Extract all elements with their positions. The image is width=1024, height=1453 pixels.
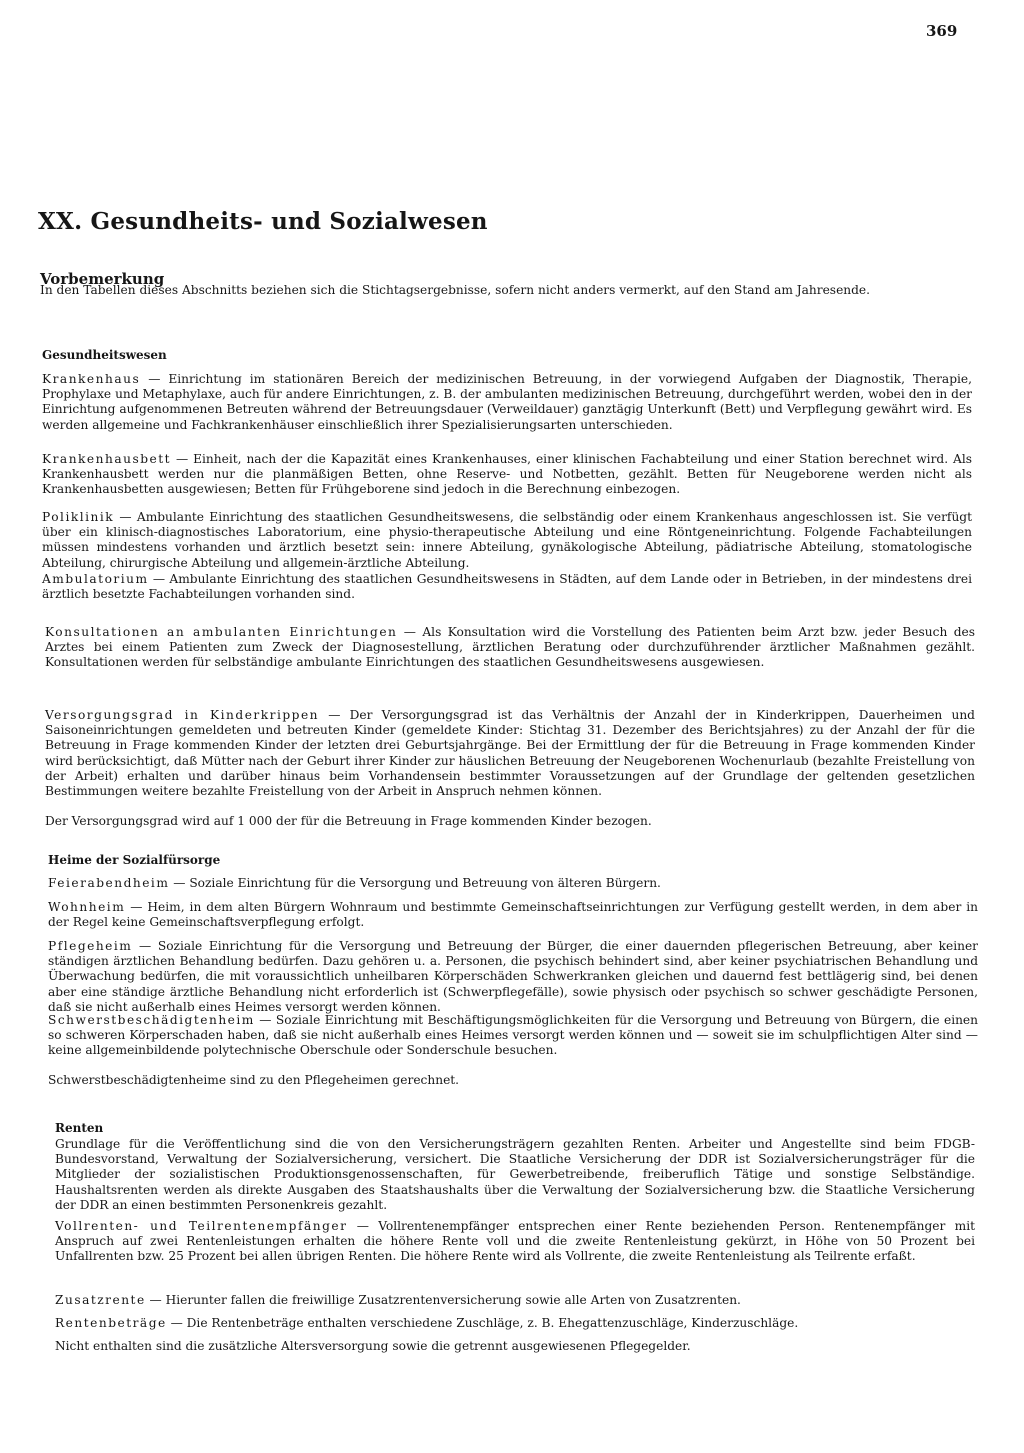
pensions-heading: Renten bbox=[55, 1121, 104, 1135]
pensions-intro: Grundlage für die Veröffentlichung sind die von den Versicherungsträgern gezahlten Renten. Arbeiter und Angestellte sind beim FDGB-Bundesvorstand, Verwaltung der Sozialversicherung, versichert. Die Staatliche Versicherung der DDR ist Sozialversicherungsträger für die Mitglieder der sozialistischen Produktionsgenossenschaften, für Gewerbetreibende, freiberuflich Tätige und sonstige Selbständige. Haushaltsrenten werden als direkte Ausgaben des Staatshaushalts über die Verwaltung der Sozialversicherung bzw. die Staatliche Versicherung der DDR an einen bestimmten Personenkreis gezahlt. bbox=[55, 1137, 975, 1212]
term-poliklinik: Poliklinik bbox=[42, 510, 115, 524]
definition-text: — Die Rentenbeträge enthalten verschiedene Zuschläge, z. B. Ehegattenzuschläge, Kinderzuschläge. bbox=[166, 1316, 799, 1330]
definition-text: — Ambulante Einrichtung des staatlichen Gesundheitswesens in Städten, auf dem Lande oder in Betrieben, in der mindestens drei ärztlich besetzte Fachabteilungen vorhanden sind. bbox=[42, 572, 972, 602]
preface-heading: Vorbemerkung bbox=[40, 270, 165, 288]
definition-feierabendheim bbox=[48, 876, 978, 891]
term-rentenbetraege: Rentenbeträge bbox=[55, 1316, 167, 1330]
definition-text: — Einrichtung im stationären Bereich der medizinischen Betreuung, in der vorwiegend Aufgaben der Diagnostik, Therapie, Prophylaxe und Metaphylaxe, auch für andere Einrichtungen, z. B. der ambulanten medizinischen Betreuung, durchgeführt werden, wobei den in der Einrichtung aufgenommenen Betreuten während der Betreuungsdauer (Verweildauer) ganztägig Unterkunft (Bett) und Verpflegung gewährt wird. Es werden allgemeine und Fachkrankenhäuser einschließlich ihrer Spezialisierungsarten unterschieden. bbox=[42, 372, 972, 432]
term-konsultationen: Konsultationen an ambulanten Einrichtungen bbox=[45, 625, 398, 639]
page-number: 369 bbox=[926, 22, 958, 40]
definition-pflegeheim bbox=[48, 939, 978, 1015]
term-vollrenten: Vollrenten- und Teilrentenempfänger bbox=[55, 1219, 348, 1233]
definition-vollrenten bbox=[55, 1219, 975, 1265]
versorgungsgrad-note: Der Versorgungsgrad wird auf 1 000 der für die Betreuung in Frage kommenden Kinder bezogen. bbox=[45, 814, 652, 828]
term-schwerstbeschaedigtenheim: Schwerstbeschädigtenheim bbox=[48, 1013, 255, 1027]
definition-text: — Soziale Einrichtung mit Beschäftigungsmöglichkeiten für die Versorgung und Betreuung von Bürgern, die einen so schweren Körperschaden haben, daß sie nicht außerhalb eines Heimes versorgt werden können und — soweit sie im schulpflichtigen Alter sind — keine allgemeinbildende polytechnische Oberschule oder Sonderschule besuchen. bbox=[48, 1013, 978, 1058]
social-heading: Heime der Sozialfürsorge bbox=[48, 853, 221, 867]
term-feierabendheim: Feierabendheim bbox=[48, 876, 170, 890]
definition-text: — Soziale Einrichtung für die Versorgung und Betreuung von älteren Bürgern. bbox=[169, 876, 661, 890]
definition-text: — Hierunter fallen die freiwillige Zusatzrentenversicherung sowie alle Arten von Zusatzrenten. bbox=[145, 1293, 741, 1307]
definition-text: — Heim, in dem alten Bürgern Wohnraum und bestimmte Gemeinschaftseinrichtungen zur Verfügung gestellt werden, in dem aber in der Regel keine Gemeinschaftsverpflegung erfolgt. bbox=[48, 900, 978, 930]
term-pflegeheim: Pflegeheim bbox=[48, 939, 133, 953]
definition-text: — Soziale Einrichtung für die Versorgung und Betreuung der Bürger, die einer dauernden pflegerischen Betreuung, aber keiner ständigen ärztlichen Behandlung bedürfen. Dazu gehören u. a. Personen, die psychisch behindert sind, aber keiner psychiatrischen Behandlung und Überwachung bedürfen, die mit voraussichtlich unheilbaren Körperschäden Schwerkranken gleichen und dauernd fest bettlägerig sind, bei denen aber eine ständige ärztliche Behandlung nicht erforderlich ist (Schwerpflegefälle), sowie physisch oder psychisch so schwer geschädigte Personen, daß sie nicht außerhalb eines Heimes versorgt werden können. bbox=[48, 939, 978, 1014]
definition-text: — Als Konsultation wird die Vorstellung des Patienten beim Arzt bzw. jeder Besuch des Arztes bei einem Patienten zum Zweck der Diagnosestellung, ärztlichen Beratung oder durchzuführender ärztlicher Maßnahmen gezählt. Konsultationen werden für selbständige ambulante Einrichtungen des staatlichen Gesundheitswesens ausgewiesen. bbox=[45, 625, 975, 670]
definition-schwerstbeschaedigtenheim bbox=[48, 1013, 978, 1059]
definition-wohnheim bbox=[48, 900, 978, 930]
preface-text: In den Tabellen dieses Abschnitts beziehen sich die Stichtagsergebnisse, sofern nicht anders vermerkt, auf den Stand am Jahresende. bbox=[40, 283, 871, 297]
definition-krankenhaus bbox=[42, 372, 972, 433]
definition-text: — Vollrentenempfänger entsprechen einer Rente beziehenden Person. Rentenempfänger mit Anspruch auf zwei Rentenleistungen erhalten die höhere Rente voll und die zweite Rentenleistung gekürzt, in Höhe von 50 Prozent bei Unfallrenten bzw. 25 Prozent bei allen übrigen Renten. Die höhere Rente wird als Vollrente, die zweite Rentenleistung als Teilrente erfaßt. bbox=[55, 1219, 975, 1264]
definition-poliklinik bbox=[42, 510, 972, 571]
definition-konsultationen bbox=[45, 625, 975, 671]
term-krankenhaus: Krankenhaus bbox=[42, 372, 141, 386]
definition-text: — Der Versorgungsgrad ist das Verhältnis der Anzahl der in Kinderkrippen, Dauerheimen und Saisoneinrichtungen gemeldeten und betreuten Kinder (gemeldete Kinder: Stichtag 31. Dezember des Berichtsjahres) zu der Anzahl der für die Betreuung in Frage kommenden Kinder der letzten drei Geburtsjahrgänge. Bei der Ermittlung der für die Betreuung in Frage kommenden Kinder wird berücksichtigt, daß Mütter nach der Geburt ihrer Kinder zur häuslichen Betreuung der Neugeborenen Wochenurlaub (bezahlte Freistellung von der Arbeit) erhalten und darüber hinaus beim Vorhandensein bestimmter Voraussetzungen auf der Grundlage der geltenden gesetzlichen Bestimmungen weitere bezahlte Freistellung von der Arbeit in Anspruch nehmen können. bbox=[45, 708, 975, 799]
term-zusatzrente: Zusatzrente bbox=[55, 1293, 146, 1307]
social-note: Schwerstbeschädigtenheime sind zu den Pflegeheimen gerechnet. bbox=[48, 1073, 460, 1087]
health-heading: Gesundheitswesen bbox=[42, 348, 167, 362]
definition-krankenhausbett bbox=[42, 452, 972, 498]
definition-rentenbetraege bbox=[55, 1316, 975, 1331]
definition-versorgungsgrad bbox=[45, 708, 975, 799]
term-krankenhausbett: Krankenhausbett bbox=[42, 452, 172, 466]
definition-text: — Einheit, nach der die Kapazität eines Krankenhauses, einer klinischen Fachabteilung und einer Station berechnet wird. Als Krankenhausbett werden nur die planmäßigen Betten, ohne Reserve- und Notbetten, gezählt. Betten für Neugeborene werden nicht als Krankenhausbetten ausgewiesen; Betten für Frühgeborene sind jedoch in die Berechnung einbezogen. bbox=[42, 452, 972, 497]
term-versorgungsgrad: Versorgungsgrad in Kinderkrippen bbox=[45, 708, 320, 722]
term-ambulatorium: Ambulatorium bbox=[42, 572, 149, 586]
pensions-note: Nicht enthalten sind die zusätzliche Altersversorgung sowie die getrennt ausgewiesenen Pflegegelder. bbox=[55, 1339, 691, 1353]
definition-ambulatorium bbox=[42, 572, 972, 602]
term-wohnheim: Wohnheim bbox=[48, 900, 126, 914]
definition-text: — Ambulante Einrichtung des staatlichen Gesundheitswesens, die selbständig oder einem Krankenhaus angeschlossen ist. Sie verfügt über ein klinisch-diagnostisches Laboratorium, eine physio-therapeutische Abteilung und eine Röntgeneinrichtung. Folgende Fachabteilungen müssen mindestens vorhanden und ärztlich besetzt sein: innere Abteilung, gynäkologische Abteilung, pädiatrische Abteilung, stomatologische Abteilung, chirurgische Abteilung und allgemein-ärztliche Abteilung. bbox=[42, 510, 972, 570]
definition-zusatzrente bbox=[55, 1293, 975, 1308]
chapter-title: XX. Gesundheits- und Sozialwesen bbox=[38, 208, 488, 235]
